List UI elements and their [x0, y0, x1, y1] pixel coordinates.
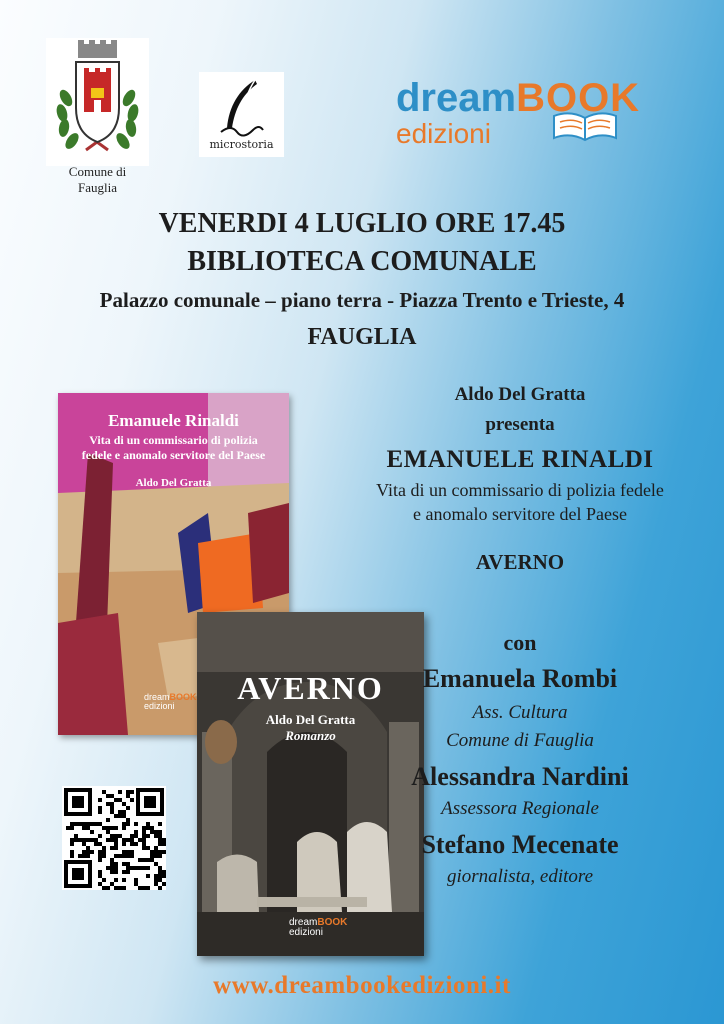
book-subtitle-line1: Vita di un commissario di polizia fedele [376, 480, 664, 500]
cover2-genre: Romanzo [285, 728, 336, 743]
cover2-publisher-edizioni: edizioni [289, 927, 323, 938]
dreambook-logo-edizioni: edizioni [396, 118, 491, 149]
cover1-subtitle-line1: Vita di un commissario di polizia [89, 433, 258, 447]
microstoria-logo [199, 72, 284, 157]
dreambook-logo-dream: dream [396, 76, 517, 120]
comune-caption-line2: Fauglia [78, 180, 117, 195]
event-venue: BIBLIOTECA COMUNALE [187, 246, 537, 277]
with-label: con [503, 630, 537, 655]
cover1-subtitle-line2: fedele e anomalo servitore del Paese [81, 448, 266, 462]
qr-code-icon [62, 786, 166, 890]
cover1-publisher-dream: dream [144, 692, 170, 702]
open-book-icon [550, 110, 620, 144]
qr-code[interactable] [62, 786, 166, 890]
guest-name: Stefano Mecenate [421, 830, 619, 859]
book-title-averno: AVERNO [475, 550, 565, 574]
dreambook-logo-book: BOOK [516, 76, 641, 120]
cover1-publisher-logo [144, 693, 197, 711]
cover1-subtitle [58, 433, 289, 463]
cover2-author: Aldo Del Gratta [265, 712, 356, 727]
crest-icon [46, 38, 149, 166]
cover1-publisher-book: BOOK [169, 692, 197, 702]
cover2-publisher-dream: dream [289, 917, 318, 928]
guest-role: Comune di Fauglia [446, 730, 594, 751]
cover1-author: Aldo Del Gratta [135, 477, 212, 489]
presents-label: presenta [485, 414, 555, 435]
website-link[interactable]: www.dreambookedizioni.it [213, 972, 511, 999]
cover2-publisher-logo [289, 918, 347, 938]
comune-caption-line1: Comune di [68, 164, 127, 179]
presenter-name: Aldo Del Gratta [454, 384, 586, 405]
cover1-title: Emanuele Rinaldi [108, 411, 239, 430]
comune-caption [46, 164, 149, 196]
guest-role: Ass. Cultura [472, 702, 568, 723]
cover1-publisher-edizioni: edizioni [144, 701, 175, 711]
book-subtitle-line2: e anomalo servitore del Paese [413, 504, 627, 524]
microstoria-label: microstoria [209, 138, 274, 151]
guest-name: Alessandra Nardini [411, 762, 629, 791]
guest-name: Emanuela Rombi [422, 664, 618, 693]
book-title-main: EMANUELE RINALDI [386, 446, 654, 473]
dreambook-logo [392, 76, 662, 150]
comune-crest-logo [46, 38, 149, 166]
guest-role: giornalista, editore [446, 866, 594, 887]
event-address: Palazzo comunale – piano terra - Piazza Trento e Trieste, 4 [99, 288, 625, 312]
event-date: VENERDI 4 LUGLIO ORE 17.45 [158, 208, 566, 239]
cover2-title: AVERNO [237, 670, 384, 706]
cover2-publisher-book: BOOK [317, 917, 348, 928]
event-town: FAUGLIA [307, 324, 417, 350]
guest-role: Assessora Regionale [441, 798, 599, 819]
